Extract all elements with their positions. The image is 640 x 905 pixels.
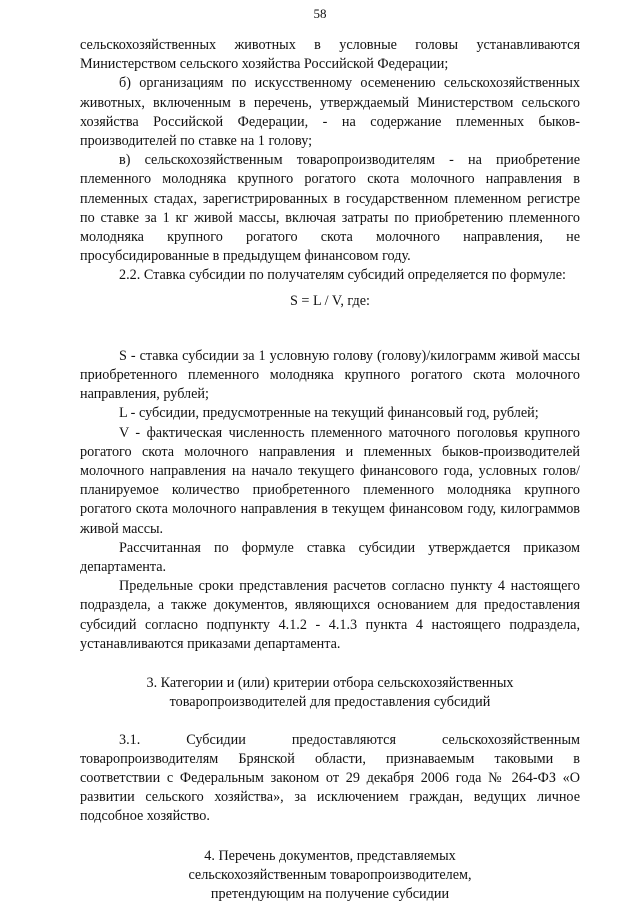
paragraph: в) сельскохозяйственным товаропроизводителям - на приобретение племенного молодняка крупного рогатого скота молочного направления в племенных стадах, зарегистрированных в государственном племенном регистре по ставке за 1 кг живой массы, включая затраты по приобретению племенного молодняка крупного рогатого скота молочного направления, не просубсидированные в предыдущем финансовом году.: [80, 152, 580, 265]
section-heading: [80, 847, 580, 905]
paragraph: S - ставка субсидии за 1 условную голову (голову)/килограмм живой массы приобретенного племенного молодняка крупного рогатого скота молочного направления, рублей;: [80, 347, 580, 403]
section-heading: [80, 674, 580, 712]
document-body: [80, 36, 580, 904]
heading-line: сельскохозяйственным товаропроизводителем,: [188, 866, 472, 883]
paragraph: Предельные сроки представления расчетов согласно пункту 4 настоящего подраздела, а также документов, являющихся основанием для предоставления субсидий согласно подпункту 4.1.2 - 4.1.3 пункта 4 настоящего подраздела, устанавливаются приказами департамента.: [80, 578, 580, 652]
paragraph: сельскохозяйственных животных в условные головы устанавливаются Министерством сельского хозяйства Российской Федерации;: [80, 37, 580, 73]
paragraph: V - фактическая численность племенного маточного поголовья крупного рогатого скота молочного направления и племенных быков-производителей молочного направления на начало текущего финансового года, условных голов/планируемое количество приобретенного племенного молодняка крупного рогатого скота молочного направления в текущем финансовом году, килограммов живой массы.: [80, 424, 580, 537]
paragraph: 3.1. Субсидии предоставляются сельскохозяйственным товаропроизводителям Брянской области, признаваемым таковыми в соответствии с Федеральным законом от 29 декабря 2006 года № 264-ФЗ «О развитии сельского хозяйства», за исключением граждан, ведущих личное подсобное хозяйство.: [80, 731, 580, 825]
heading-line: товаропроизводителей для предоставления субсидий: [169, 694, 491, 711]
heading-line: 3. Категории и (или) критерии отбора сельскохозяйственных: [146, 675, 514, 692]
paragraph: 2.2. Ставка субсидии по получателям субсидий определяется по формуле:: [119, 267, 566, 284]
paragraph: б) организациям по искусственному осеменению сельскохозяйственных животных, включенным в перечень, утверждаемый Министерством сельского хозяйства Российской Федерации, - на содержание племенных быков-производителей по ставке на 1 голову;: [80, 75, 580, 150]
heading-line: 4. Перечень документов, представляемых: [204, 847, 456, 864]
paragraph: Рассчитанная по формуле ставка субсидии утверждается приказом департамента.: [80, 539, 580, 576]
formula: S = L / V, где:: [290, 292, 370, 309]
paragraph: L - субсидии, предусмотренные на текущий финансовый год, рублей;: [119, 405, 539, 422]
heading-line: претендующим на получение субсидии: [210, 885, 450, 902]
page-number: 58: [313, 6, 327, 21]
